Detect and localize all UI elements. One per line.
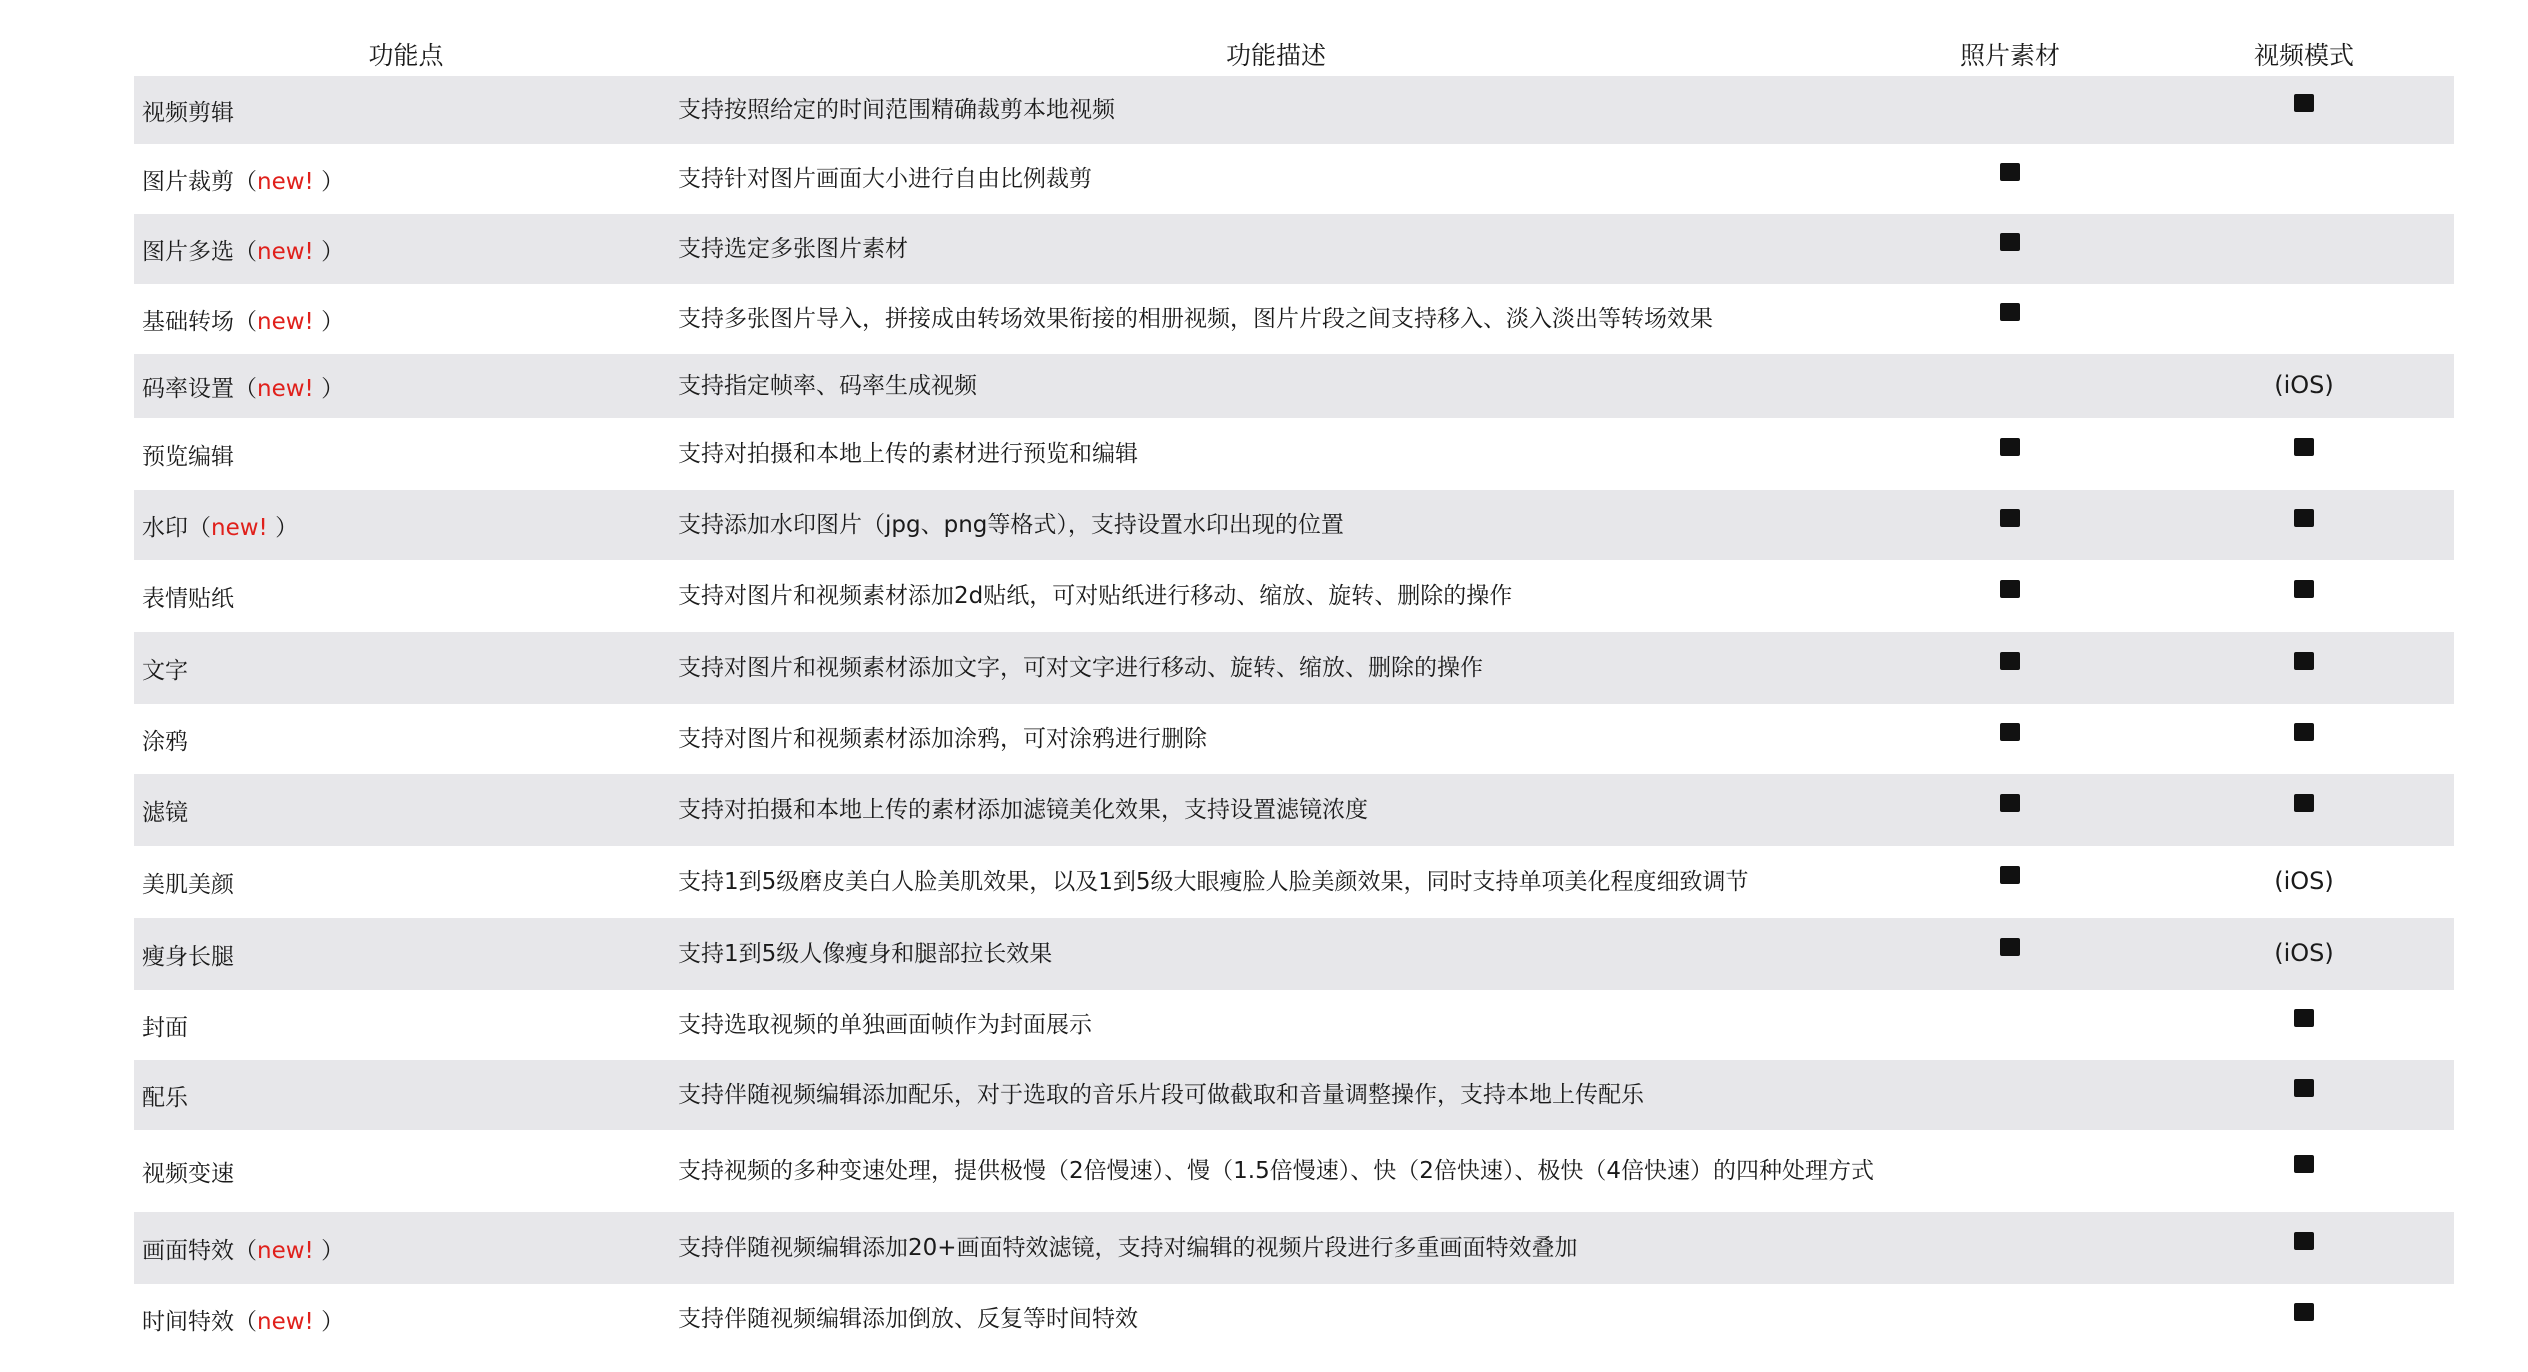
table-row bbox=[134, 560, 2454, 632]
check-square-icon bbox=[2294, 94, 2314, 112]
table-row bbox=[134, 774, 2454, 846]
platform-label: (iOS) bbox=[2274, 371, 2334, 399]
new-tag: new! bbox=[257, 169, 322, 195]
table-row bbox=[134, 918, 2454, 990]
feature-description: 支持1到5级人像瘦身和腿部拉长效果 bbox=[678, 941, 1053, 967]
check-square-icon bbox=[2000, 438, 2020, 456]
feature-description: 支持选定多张图片素材 bbox=[678, 236, 908, 262]
feature-name bbox=[142, 652, 188, 685]
video-support bbox=[2294, 436, 2314, 462]
check-square-icon bbox=[2294, 438, 2314, 456]
table-row bbox=[134, 990, 2454, 1060]
feature-description: 支持选取视频的单独画面帧作为封面展示 bbox=[678, 1012, 1092, 1038]
photo-support bbox=[2000, 436, 2020, 462]
new-tag: new! bbox=[257, 239, 322, 265]
video-support bbox=[2294, 1153, 2314, 1179]
table-row bbox=[134, 1130, 2454, 1212]
feature-name-text: 美肌美颜 bbox=[142, 872, 234, 898]
feature-description: 支持视频的多种变速处理，提供极慢（2倍慢速）、慢（1.5倍慢速）、快（2倍快速）、极快（4倍快速）的四种处理方式 bbox=[678, 1158, 1874, 1184]
feature-name bbox=[142, 723, 188, 756]
feature-name bbox=[142, 866, 234, 899]
feature-name-text: 视频变速 bbox=[142, 1161, 234, 1187]
feature-name-text: 文字 bbox=[142, 658, 188, 684]
paren-close: ） bbox=[321, 1238, 345, 1264]
check-square-icon bbox=[2294, 794, 2314, 812]
header-video: 视频模式 bbox=[2253, 41, 2355, 70]
feature-name-text: 水印 bbox=[142, 515, 188, 541]
paren-close: ） bbox=[321, 376, 345, 402]
feature-description: 支持对拍摄和本地上传的素材进行预览和编辑 bbox=[678, 441, 1138, 467]
feature-name-text: 码率设置 bbox=[142, 376, 234, 402]
photo-support bbox=[2000, 864, 2020, 890]
feature-description: 支持伴随视频编辑添加20+画面特效滤镜，支持对编辑的视频片段进行多重画面特效叠加 bbox=[678, 1235, 1578, 1261]
table-row bbox=[134, 76, 2454, 144]
video-support bbox=[2294, 1007, 2314, 1033]
feature-name-text: 滤镜 bbox=[142, 800, 188, 826]
table-row bbox=[134, 632, 2454, 704]
paren-open: （ bbox=[234, 1309, 257, 1335]
feature-name bbox=[142, 580, 234, 613]
video-support bbox=[2294, 1230, 2314, 1256]
feature-table bbox=[134, 24, 2454, 1354]
feature-name-text: 画面特效 bbox=[142, 1238, 234, 1264]
header-photo: 照片素材 bbox=[1959, 41, 2061, 70]
platform-label: (iOS) bbox=[2274, 867, 2334, 895]
table-row bbox=[134, 1284, 2454, 1354]
table-row bbox=[134, 354, 2454, 418]
table-row bbox=[134, 214, 2454, 284]
check-square-icon bbox=[2000, 938, 2020, 956]
feature-name-text: 瘦身长腿 bbox=[142, 944, 234, 970]
table-header bbox=[134, 24, 2454, 76]
table-row bbox=[134, 144, 2454, 214]
feature-name-text: 时间特效 bbox=[142, 1309, 234, 1335]
paren-open: （ bbox=[234, 376, 257, 402]
feature-description: 支持对图片和视频素材添加涂鸦，可对涂鸦进行删除 bbox=[678, 726, 1207, 752]
photo-support bbox=[2000, 578, 2020, 604]
feature-name bbox=[142, 303, 344, 336]
check-square-icon bbox=[2294, 509, 2314, 527]
new-tag: new! bbox=[257, 1238, 322, 1264]
feature-name-text: 视频剪辑 bbox=[142, 100, 234, 126]
feature-description: 支持对图片和视频素材添加2d贴纸，可对贴纸进行移动、缩放、旋转、删除的操作 bbox=[678, 583, 1513, 609]
feature-description: 支持对图片和视频素材添加文字，可对文字进行移动、旋转、缩放、删除的操作 bbox=[678, 655, 1483, 681]
feature-name bbox=[142, 233, 344, 266]
new-tag: new! bbox=[211, 515, 276, 541]
feature-description: 支持多张图片导入，拼接成由转场效果衔接的相册视频，图片片段之间支持移入、淡入淡出等转场效果 bbox=[678, 306, 1713, 332]
video-support bbox=[2294, 507, 2314, 533]
feature-description: 支持添加水印图片（jpg、png等格式），支持设置水印出现的位置 bbox=[678, 512, 1344, 538]
check-square-icon bbox=[2000, 723, 2020, 741]
feature-name bbox=[142, 938, 234, 971]
photo-support bbox=[2000, 161, 2020, 187]
table-row bbox=[134, 1060, 2454, 1130]
feature-name bbox=[142, 1009, 188, 1042]
check-square-icon bbox=[2294, 1155, 2314, 1173]
table-row bbox=[134, 846, 2454, 918]
table-row bbox=[134, 418, 2454, 490]
feature-description: 支持伴随视频编辑添加倒放、反复等时间特效 bbox=[678, 1306, 1138, 1332]
check-square-icon bbox=[2000, 509, 2020, 527]
feature-description: 支持针对图片画面大小进行自由比例裁剪 bbox=[678, 166, 1092, 192]
feature-description: 支持指定帧率、码率生成视频 bbox=[678, 373, 977, 399]
paren-open: （ bbox=[234, 309, 257, 335]
new-tag: new! bbox=[257, 1309, 322, 1335]
feature-name bbox=[142, 509, 298, 542]
check-square-icon bbox=[2000, 794, 2020, 812]
video-support bbox=[2294, 721, 2314, 747]
paren-open: （ bbox=[234, 169, 257, 195]
feature-name-text: 配乐 bbox=[142, 1085, 188, 1111]
paren-close: ） bbox=[321, 239, 345, 265]
video-support bbox=[2274, 939, 2334, 967]
check-square-icon bbox=[2294, 1232, 2314, 1250]
photo-support bbox=[2000, 231, 2020, 257]
photo-support bbox=[2000, 936, 2020, 962]
feature-name bbox=[142, 1232, 344, 1265]
table-row bbox=[134, 1212, 2454, 1284]
feature-name bbox=[142, 94, 234, 127]
video-support bbox=[2294, 578, 2314, 604]
feature-description: 支持伴随视频编辑添加配乐，对于选取的音乐片段可做截取和音量调整操作，支持本地上传配乐 bbox=[678, 1082, 1644, 1108]
video-support bbox=[2274, 371, 2334, 399]
paren-close: ） bbox=[321, 169, 345, 195]
table-body bbox=[134, 76, 2454, 1354]
video-support bbox=[2294, 650, 2314, 676]
platform-label: (iOS) bbox=[2274, 939, 2334, 967]
header-description: 功能描述 bbox=[1225, 41, 1327, 70]
video-support bbox=[2294, 1301, 2314, 1327]
new-tag: new! bbox=[257, 376, 322, 402]
check-square-icon bbox=[2000, 580, 2020, 598]
video-support bbox=[2274, 867, 2334, 895]
photo-support bbox=[2000, 650, 2020, 676]
photo-support bbox=[2000, 507, 2020, 533]
video-support bbox=[2294, 1077, 2314, 1103]
feature-name bbox=[142, 794, 188, 827]
check-square-icon bbox=[2000, 866, 2020, 884]
feature-name bbox=[142, 163, 344, 196]
paren-close: ） bbox=[275, 515, 299, 541]
feature-name-text: 涂鸦 bbox=[142, 729, 188, 755]
feature-name-text: 基础转场 bbox=[142, 309, 234, 335]
paren-close: ） bbox=[321, 1309, 345, 1335]
check-square-icon bbox=[2294, 1079, 2314, 1097]
feature-name bbox=[142, 1079, 188, 1112]
check-square-icon bbox=[2294, 1009, 2314, 1027]
photo-support bbox=[2000, 301, 2020, 327]
feature-name bbox=[142, 1303, 344, 1336]
check-square-icon bbox=[2294, 652, 2314, 670]
feature-name bbox=[142, 438, 234, 471]
feature-name-text: 图片裁剪 bbox=[142, 169, 234, 195]
check-square-icon bbox=[2000, 233, 2020, 251]
paren-open: （ bbox=[188, 515, 211, 541]
check-square-icon bbox=[2000, 652, 2020, 670]
feature-name-text: 表情贴纸 bbox=[142, 586, 234, 612]
table-row bbox=[134, 284, 2454, 354]
header-feature: 功能点 bbox=[368, 41, 444, 70]
check-square-icon bbox=[2294, 723, 2314, 741]
feature-name bbox=[142, 370, 344, 403]
check-square-icon bbox=[2294, 1303, 2314, 1321]
feature-name-text: 图片多选 bbox=[142, 239, 234, 265]
paren-open: （ bbox=[234, 1238, 257, 1264]
paren-open: （ bbox=[234, 239, 257, 265]
video-support bbox=[2294, 92, 2314, 118]
feature-name-text: 预览编辑 bbox=[142, 444, 234, 470]
photo-support bbox=[2000, 792, 2020, 818]
video-support bbox=[2294, 792, 2314, 818]
feature-description: 支持1到5级磨皮美白人脸美肌效果，以及1到5级大眼瘦脸人脸美颜效果，同时支持单项美化程度细致调节 bbox=[678, 869, 1749, 895]
new-tag: new! bbox=[257, 309, 322, 335]
check-square-icon bbox=[2294, 580, 2314, 598]
feature-name bbox=[142, 1155, 234, 1188]
check-square-icon bbox=[2000, 163, 2020, 181]
photo-support bbox=[2000, 721, 2020, 747]
table-row bbox=[134, 490, 2454, 560]
paren-close: ） bbox=[321, 309, 345, 335]
check-square-icon bbox=[2000, 303, 2020, 321]
feature-name-text: 封面 bbox=[142, 1015, 188, 1041]
feature-description: 支持按照给定的时间范围精确裁剪本地视频 bbox=[678, 97, 1115, 123]
feature-description: 支持对拍摄和本地上传的素材添加滤镜美化效果，支持设置滤镜浓度 bbox=[678, 797, 1368, 823]
table-row bbox=[134, 704, 2454, 774]
